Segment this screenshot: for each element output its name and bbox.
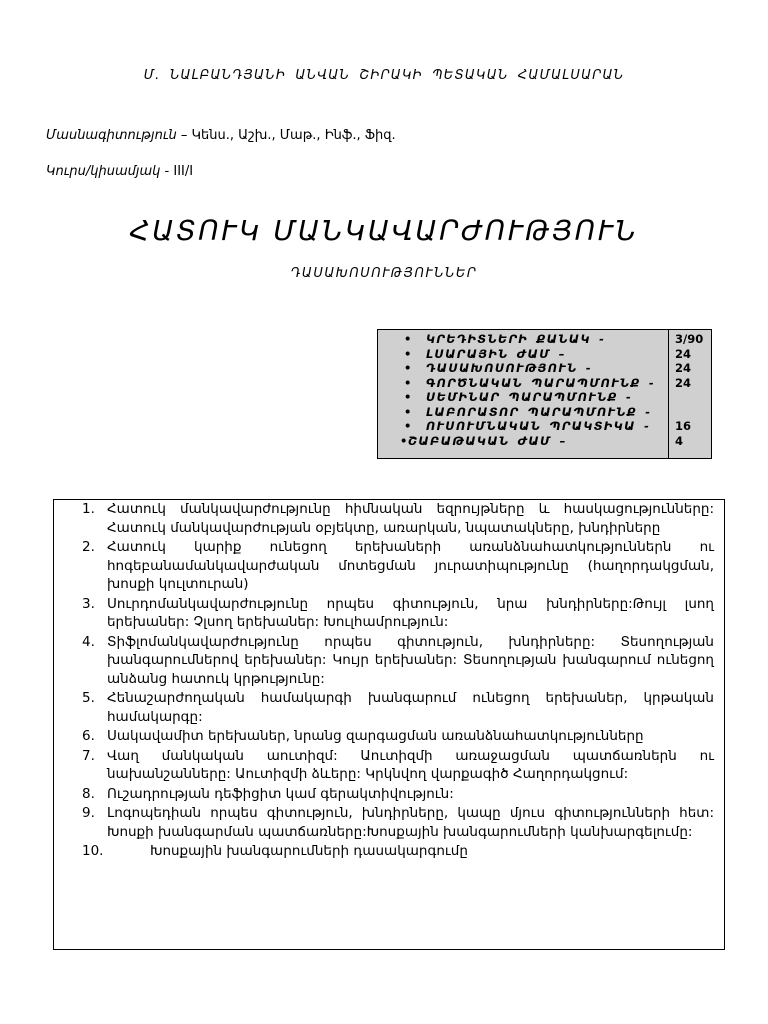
hours-value-practice: 16: [675, 419, 692, 433]
course-title: ՀԱՏՈՒԿ ՄԱՆԿԱՎԱՐԺՈՒԹՅՈՒՆ: [129, 214, 639, 247]
specialty-line: [46, 128, 396, 143]
course-line: [46, 164, 193, 179]
specialty-label: Մասնագիտություն –: [46, 128, 188, 143]
topics-table: [53, 499, 725, 950]
course-label: Կուրս/կիսամյակ: [46, 164, 161, 179]
list-item: [54, 595, 724, 632]
topic-text: Խոսքային խանգարումների դասակարգումը: [150, 843, 468, 859]
hours-label-practice: • ՈՒՍՈՒՄՆԱԿԱՆ ՊՐԱԿՏԻԿԱ -: [404, 419, 655, 434]
list-item: [54, 747, 724, 784]
list-item: [54, 689, 724, 726]
topic-text: Հատուկ մանկավարժությունը հիմնական եզրույթները և հասկացությունները: Հատուկ մանկավարժության օբյեկտը, առարկան, նպատակները, խնդիրները: [107, 501, 714, 536]
list-item: [54, 727, 724, 746]
list-item: [54, 785, 724, 804]
list-item: [54, 500, 724, 537]
hours-table-divider: [668, 330, 669, 458]
topic-text: Հենաշարժողական համակարգի խանգարում ունեցող երեխաներ, կրթական համակարգը:: [107, 690, 714, 725]
list-item: [54, 804, 724, 841]
hours-value-weekly: 4: [675, 433, 684, 448]
list-item: [54, 538, 724, 594]
topic-number: 3.: [82, 595, 95, 612]
topic-number: 6.: [82, 728, 95, 744]
topic-number: 4.: [82, 633, 95, 650]
hours-label-weekly: • ՇԱԲԱԹԱԿԱՆ ԺԱՄ –: [404, 434, 655, 449]
topic-text: Ուշադրության դեֆիցիտ կամ գերակտիվություն:: [107, 785, 454, 802]
hours-label-lecture: • ԴԱՍԱԽՈՍՈՒԹՅՈՒՆ -: [404, 361, 655, 376]
hours-value-classroom: 24: [675, 346, 692, 361]
topic-number: 8.: [82, 785, 95, 802]
topic-text: Վաղ մանկական աուտիզմ: Աուտիզմի առաջացման պատճառներն ու նախանշանները: Աուտիզմի ձևերը: Կրկնվող վարքագիծ Հաղորդակցում:: [107, 747, 714, 782]
hours-label-seminar: • ՍԵՄԻՆԱՐ ՊԱՐԱՊՄՈՒՆՔ -: [404, 390, 655, 405]
topic-text: Հատուկ կարիք ունեցող երեխաների առանձնահատկություններն ու հոգեբանամանկավարժական մոտեցման յուրատիպությունը (հաղորդակցման, խոսքի կուլտուրան): [107, 539, 714, 592]
hours-values: [675, 332, 703, 448]
specialty-value: Կենս., Աշխ., Մաթ., Ինֆ., Ֆիզ.: [191, 128, 396, 143]
topic-text: Սուրդոմանկավարժությունը որպես գիտություն, նրա խնդիրները:Թույլ լսող երեխաներ: Չլսող երեխաներ: Խուլհամրություն:: [107, 595, 714, 630]
topic-number: 2.: [82, 539, 95, 555]
hours-label-credits: • ԿՐԵԴԻՏՆԵՐԻ ՔԱՆԱԿ -: [404, 332, 655, 347]
topic-text: Տիֆլոմանկավարժությունը որպես գիտություն, խնդիրները: Տեսողության խանգարումներով երեխաներ: Կույր երեխաներ: Տեսողության խանգարում ունեցող անձանց հատուկ կրթությունը:: [107, 633, 714, 687]
topic-number: 1.: [82, 501, 95, 517]
course-value: - III/I: [164, 164, 194, 179]
hours-table: [377, 329, 712, 459]
hours-value-laboratory: [675, 405, 703, 420]
course-subtitle: ԴԱՍԱԽՈՍՈՒԹՅՈՒՆՆԵՐ: [290, 266, 478, 281]
topic-number: 9.: [82, 805, 95, 821]
topic-number: 7.: [82, 747, 95, 764]
hours-label-practical: • ԳՈՐԾՆԱԿԱՆ ՊԱՐԱՊՄՈՒՆՔ -: [404, 376, 655, 391]
university-name: Մ. ՆԱԼԲԱՆԴՅԱՆԻ ԱՆՎԱՆ ՇԻՐԱԿԻ ՊԵՏԱԿԱՆ ՀԱՄԱԼՍԱՐԱՆ: [143, 68, 625, 83]
topics-list: [54, 500, 724, 862]
hours-label-classroom: • ԼՍԱՐԱՅԻՆ ԺԱՄ –: [404, 347, 655, 362]
topic-text: Լոգոպեդիան որպես գիտություն, խնդիրները, կապը մյուս գիտությունների հետ: Խոսքի խանգարման պատճառները:Խոսքային խանգարումների կանխարգելումը:: [107, 805, 714, 840]
topic-number: 10.: [82, 843, 104, 859]
hours-labels: [404, 332, 655, 448]
hours-value-credits: 3/90: [675, 332, 704, 346]
topic-number: 5.: [82, 690, 95, 706]
hours-label-laboratory: • ԼԱԲՈՐԱՏՈՐ ՊԱՐԱՊՄՈՒՆՔ -: [404, 405, 655, 420]
topic-text: Սակավամիտ երեխաներ, նրանց զարգացման առանձնահատկությունները: [107, 728, 644, 744]
hours-value-practical: 24: [675, 375, 692, 390]
hours-value-seminar: [675, 390, 703, 405]
hours-value-lecture: 24: [675, 361, 692, 375]
list-item: [54, 633, 724, 689]
list-item: [54, 842, 724, 861]
